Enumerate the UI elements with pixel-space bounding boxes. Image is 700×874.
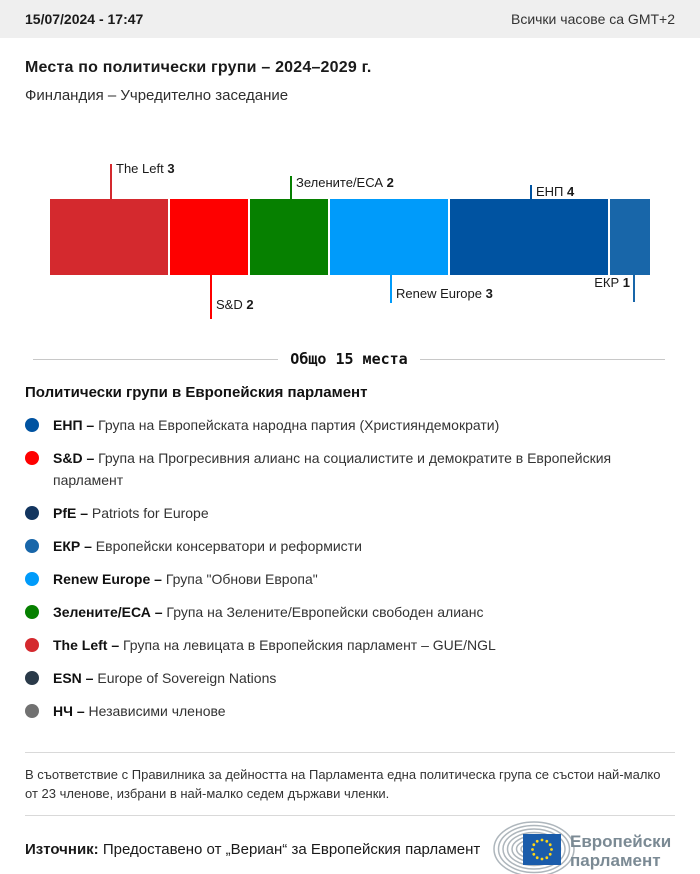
legend-item-1 [25, 447, 675, 491]
source-text [25, 841, 480, 858]
legend-dot [25, 704, 39, 718]
legend-dot [25, 506, 39, 520]
source-divider [25, 815, 675, 816]
seats-chart [0, 104, 700, 346]
legend-dot [25, 418, 39, 432]
legend-dot [25, 605, 39, 619]
legend-text: ЕКР – Европейски консерватори и реформисти [53, 538, 362, 554]
legend-dot [25, 671, 39, 685]
bar-segment-5 [610, 199, 650, 275]
topbar [0, 0, 700, 38]
legend-list [25, 414, 675, 722]
ep-logo [490, 820, 675, 874]
legend-text: Зелените/ЕСА – Група на Зелените/Европейски свободен алианс [53, 604, 484, 620]
page-subtitle: Финландия – Учредително заседание [25, 87, 289, 104]
callout-tick-5 [633, 275, 635, 302]
legend-text: S&D – Група на Прогресивния алианс на социалистите и демократите в Европейския парламент [53, 450, 612, 488]
callout-label-4: ЕНП 4 [536, 184, 575, 199]
source-row [25, 820, 675, 874]
logo-text-line2: парламент [570, 851, 661, 870]
legend-item-5 [25, 601, 675, 623]
bar-segment-3 [330, 199, 450, 275]
legend-text: The Left – Група на левицата в Европейския парламент – GUE/NGL [53, 637, 496, 653]
legend-dot [25, 638, 39, 652]
legend-heading: Политически групи в Европейския парламент [25, 384, 368, 401]
legend-text: НЧ – Независими членове [53, 703, 226, 719]
callout-tick-3 [390, 275, 392, 303]
legend-item-0 [25, 414, 675, 436]
callout-tick-0 [110, 164, 112, 199]
source-label: Източник: [25, 840, 99, 858]
callout-tick-2 [290, 176, 292, 199]
callout-label-0: The Left 3 [116, 161, 175, 176]
total-seats-divider [33, 350, 665, 368]
callout-label-1: S&D 2 [216, 297, 254, 312]
callout-label-3: Renew Europe 3 [396, 286, 493, 301]
legend-item-7 [25, 667, 675, 689]
callout-label-2: Зелените/ЕСА 2 [296, 175, 394, 190]
ep-logo-graphic [490, 820, 675, 874]
divider-line-right [420, 359, 665, 360]
logo-text [570, 832, 671, 870]
legend-dot [25, 539, 39, 553]
legend-item-8 [25, 700, 675, 722]
timezone-note: Всички часове са GMT+2 [510, 11, 675, 27]
legend-item-4 [25, 568, 675, 590]
footnote-text: В съответствие с Правилника за дейността на Парламента една политическа група се състои най-малко от 23 членове, избрани в най-малко седем държави членки. [25, 767, 661, 801]
bar-segment-4 [450, 199, 610, 275]
callout-tick-4 [530, 185, 532, 199]
header-block [0, 59, 700, 104]
page-title: Места по политически групи – 2024–2029 г. [25, 59, 372, 76]
eu-flag-icon [523, 834, 561, 865]
source-credit: Предоставено от „Вериан“ за Европейския парламент [98, 840, 481, 858]
legend-text: PfE – Patriots for Europe [53, 505, 209, 521]
seats-bar [50, 199, 650, 275]
bar-segment-0 [50, 199, 170, 275]
legend-item-3 [25, 535, 675, 557]
divider-line-left [33, 359, 278, 360]
legend-dot [25, 572, 39, 586]
content-block [0, 350, 700, 874]
datetime-text: 15/07/2024 - 17:47 [25, 11, 144, 27]
legend-item-2 [25, 502, 675, 524]
legend-text: Renew Europe – Група "Обнови Европа" [53, 571, 318, 587]
footnote-divider [25, 752, 675, 753]
bar-segment-2 [250, 199, 330, 275]
logo-text-line1: Европейски [570, 832, 672, 851]
callout-label-5: ЕКР 1 [594, 275, 630, 290]
bar-segment-1 [170, 199, 250, 275]
callout-tick-1 [210, 275, 212, 319]
legend-text: ESN – Europe of Sovereign Nations [53, 670, 277, 686]
legend-item-6 [25, 634, 675, 656]
total-seats-label: Общо 15 места [290, 350, 408, 368]
legend-text: ЕНП – Група на Европейската народна партия (Християндемократи) [53, 417, 500, 433]
legend-dot [25, 451, 39, 465]
